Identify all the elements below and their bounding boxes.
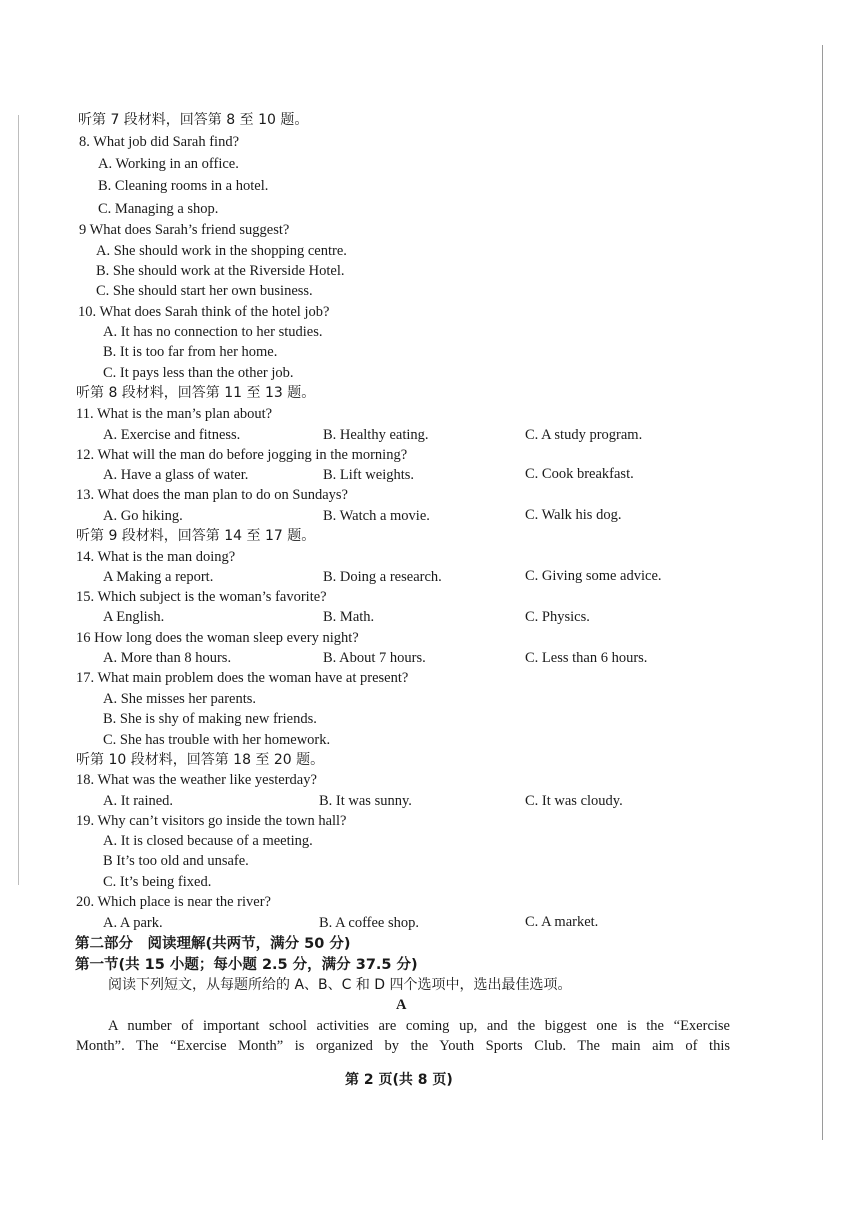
reading-instruction: 阅读下列短文，从每题所给的 A、B、C 和 D 四个选项中，选出最佳选项。: [108, 977, 572, 993]
question-11-stem: 11. What is the man’s plan about?: [76, 406, 273, 422]
question-9-option-c: C. She should start her own business.: [96, 283, 313, 299]
question-19-option-a: A. It is closed because of a meeting.: [103, 833, 313, 849]
question-13-option-b: B. Watch a movie.: [323, 508, 430, 524]
question-12-option-b: B. Lift weights.: [323, 467, 415, 483]
question-8-option-b: B. Cleaning rooms in a hotel.: [98, 178, 269, 194]
scan-edge-right: [822, 45, 823, 1140]
question-12-option-c: C. Cook breakfast.: [525, 466, 634, 482]
question-17-option-b: B. She is shy of making new friends.: [103, 711, 317, 727]
page-footer: 第 2 页(共 8 页): [345, 1072, 453, 1088]
question-16-option-c: C. Less than 6 hours.: [525, 650, 648, 666]
passage-label: A: [396, 997, 407, 1013]
section-heading-9: 听第 9 段材料，回答第 14 至 17 题。: [76, 528, 316, 544]
question-20-stem: 20. Which place is near the river?: [76, 894, 271, 910]
question-10-option-b: B. It is too far from her home.: [103, 344, 278, 360]
question-15-option-c: C. Physics.: [525, 609, 590, 625]
question-8-stem: 8. What job did Sarah find?: [79, 134, 240, 150]
question-9-stem: 9 What does Sarah’s friend suggest?: [79, 222, 290, 238]
question-20-option-b: B. A coffee shop.: [319, 915, 420, 931]
question-20-option-c: C. A market.: [525, 914, 599, 930]
question-14-option-c: C. Giving some advice.: [525, 568, 662, 584]
question-14-option-a: A Making a report.: [103, 569, 214, 585]
scan-edge-left: [18, 115, 19, 885]
question-16-option-b: B. About 7 hours.: [323, 650, 426, 666]
part-2-title: 第二部分 阅读理解(共两节，满分 50 分): [75, 936, 351, 952]
question-18-option-c: C. It was cloudy.: [525, 793, 623, 809]
question-19-stem: 19. Why can’t visitors go inside the town hall?: [76, 813, 347, 829]
question-11-option-b: B. Healthy eating.: [323, 427, 429, 443]
question-17-stem: 17. What main problem does the woman have at present?: [76, 670, 409, 686]
question-16-stem: 16 How long does the woman sleep every night?: [76, 630, 359, 646]
section-heading-7: 听第 7 段材料，回答第 8 至 10 题。: [78, 112, 309, 128]
question-18-option-a: A. It rained.: [103, 793, 174, 809]
question-17-option-a: A. She misses her parents.: [103, 691, 257, 707]
question-17-option-c: C. She has trouble with her homework.: [103, 732, 331, 748]
question-18-stem: 18. What was the weather like yesterday?: [76, 772, 317, 788]
question-8-option-c: C. Managing a shop.: [98, 201, 219, 217]
question-9-option-a: A. She should work in the shopping centre.: [96, 243, 347, 259]
question-11-option-a: A. Exercise and fitness.: [103, 427, 241, 443]
question-20-option-a: A. A park.: [103, 915, 163, 931]
question-16-option-a: A. More than 8 hours.: [103, 650, 232, 666]
question-15-option-b: B. Math.: [323, 609, 375, 625]
passage-line-1: A number of important school activities are coming up, and the biggest one is the “Exercise: [108, 1018, 730, 1034]
question-9-option-b: B. She should work at the Riverside Hotel.: [96, 263, 345, 279]
question-15-stem: 15. Which subject is the woman’s favorite?: [76, 589, 327, 605]
question-19-option-c: C. It’s being fixed.: [103, 874, 212, 890]
question-18-option-b: B. It was sunny.: [319, 793, 412, 809]
question-13-option-a: A. Go hiking.: [103, 508, 183, 524]
question-12-option-a: A. Have a glass of water.: [103, 467, 249, 483]
question-11-option-c: C. A study program.: [525, 427, 643, 443]
section-heading-8: 听第 8 段材料，回答第 11 至 13 题。: [76, 385, 316, 401]
question-10-option-a: A. It has no connection to her studies.: [103, 324, 323, 340]
question-14-option-b: B. Doing a research.: [323, 569, 442, 585]
section-heading-10: 听第 10 段材料，回答第 18 至 20 题。: [76, 752, 325, 768]
question-15-option-a: A English.: [103, 609, 165, 625]
question-19-option-b: B It’s too old and unsafe.: [103, 853, 249, 869]
question-10-option-c: C. It pays less than the other job.: [103, 365, 294, 381]
question-8-option-a: A. Working in an office.: [98, 156, 239, 172]
part-2-section-1-heading: 第一节(共 15 小题；每小题 2.5 分，满分 37.5 分): [75, 957, 418, 973]
question-13-option-c: C. Walk his dog.: [525, 507, 622, 523]
question-12-stem: 12. What will the man do before jogging in the morning?: [76, 447, 408, 463]
passage-line-2: Month”. The “Exercise Month” is organized by the Youth Sports Club. The main aim of this: [76, 1038, 730, 1054]
question-10-stem: 10. What does Sarah think of the hotel job?: [78, 304, 330, 320]
question-14-stem: 14. What is the man doing?: [76, 549, 236, 565]
question-13-stem: 13. What does the man plan to do on Sundays?: [76, 487, 348, 503]
